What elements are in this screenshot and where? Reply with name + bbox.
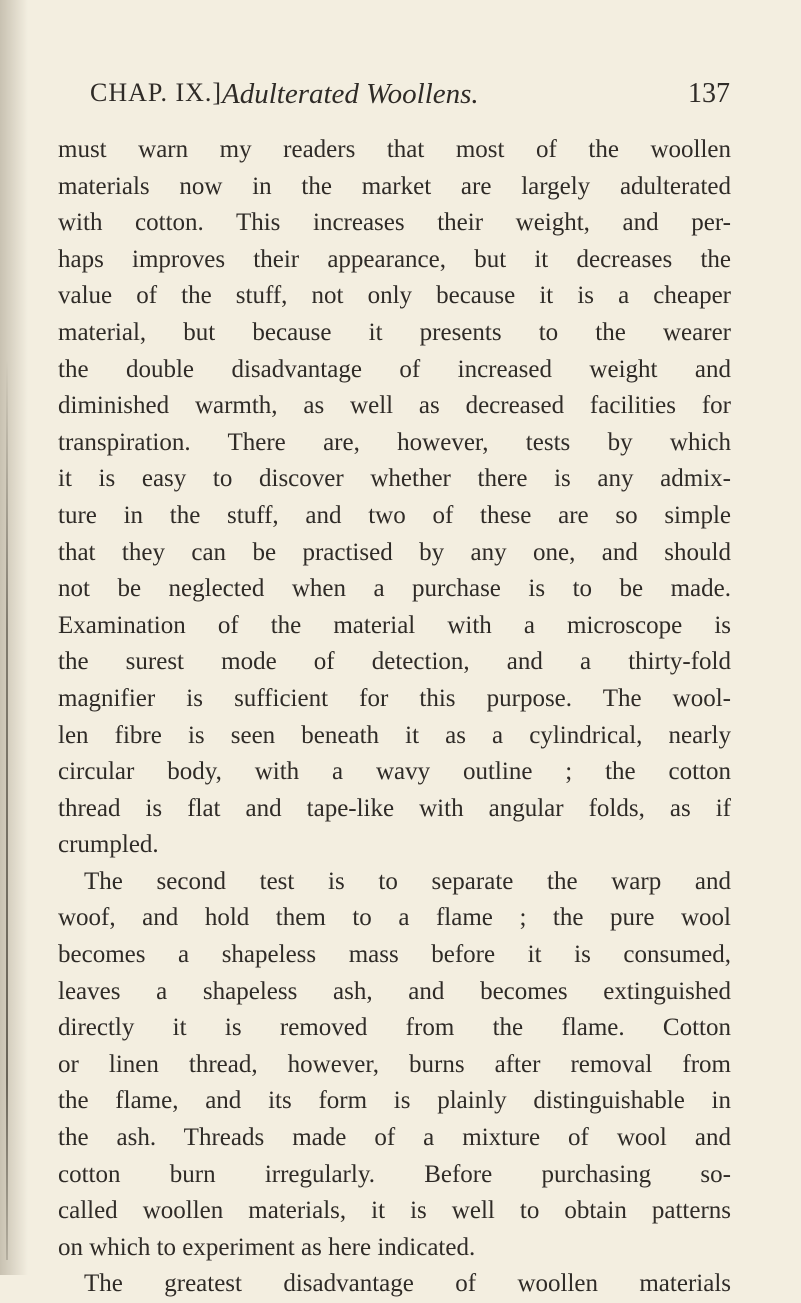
text-line: material, but because it presents to the wearer: [58, 318, 731, 346]
text-line: crumpled.: [58, 831, 159, 859]
running-title: Adulterated Woollens.: [222, 78, 479, 110]
text-line: not be neglected when a purchase is to be made.: [58, 575, 731, 603]
body-text: [58, 132, 731, 1303]
chapter-label: CHAP. IX.]: [90, 78, 223, 107]
text-line: circular body, with a wavy outline ; the cotton: [58, 758, 731, 786]
text-line: materials now in the market are largely adulterated: [58, 172, 731, 200]
text-line: leaves a shapeless ash, and becomes extinguished: [58, 977, 731, 1005]
text-line: thread is flat and tape-like with angular folds, as if: [58, 794, 731, 822]
text-line: on which to experiment as here indicated.: [58, 1233, 476, 1261]
running-header: [90, 78, 730, 118]
text-line: called woollen materials, it is well to obtain patterns: [58, 1197, 731, 1225]
page-number: 137: [688, 78, 730, 109]
text-line: magnifier is sufficient for this purpose. The wool-: [58, 684, 731, 712]
text-line: directly it is removed from the flame. Cotton: [58, 1014, 731, 1042]
text-line: that they can be practised by any one, and should: [58, 538, 731, 566]
text-line: the surest mode of detection, and a thirty-fold: [58, 648, 731, 676]
page-gutter-shadow: [0, 0, 28, 1275]
text-line: woof, and hold them to a flame ; the pure wool: [58, 904, 731, 932]
text-line: value of the stuff, not only because it is a cheaper: [58, 282, 731, 310]
text-line: becomes a shapeless mass before it is consumed,: [58, 941, 731, 969]
text-line: the flame, and its form is plainly distinguishable in: [58, 1087, 731, 1115]
text-line: Examination of the material with a microscope is: [58, 611, 731, 639]
text-line: it is easy to discover whether there is any admix-: [58, 465, 731, 493]
text-line: haps improves their appearance, but it decreases the: [58, 245, 731, 273]
text-line: the ash. Threads made of a mixture of wool and: [58, 1124, 731, 1152]
text-line: The greatest disadvantage of woollen materials: [84, 1270, 731, 1298]
text-line: with cotton. This increases their weight, and per-: [58, 209, 731, 237]
text-line: diminished warmth, as well as decreased facilities for: [58, 392, 731, 420]
text-line: ture in the stuff, and two of these are so simple: [58, 501, 731, 529]
text-line: or linen thread, however, burns after removal from: [58, 1050, 731, 1078]
text-line: cotton burn irregularly. Before purchasing so-: [58, 1160, 731, 1188]
text-line: transpiration. There are, however, tests by which: [58, 428, 731, 456]
text-line: The second test is to separate the warp and: [84, 867, 731, 895]
text-line: the double disadvantage of increased weight and: [58, 355, 731, 383]
text-line: len fibre is seen beneath it as a cylindrical, nearly: [58, 721, 731, 749]
binding-edge: [6, 360, 8, 1260]
text-line: must warn my readers that most of the woollen: [58, 136, 731, 163]
